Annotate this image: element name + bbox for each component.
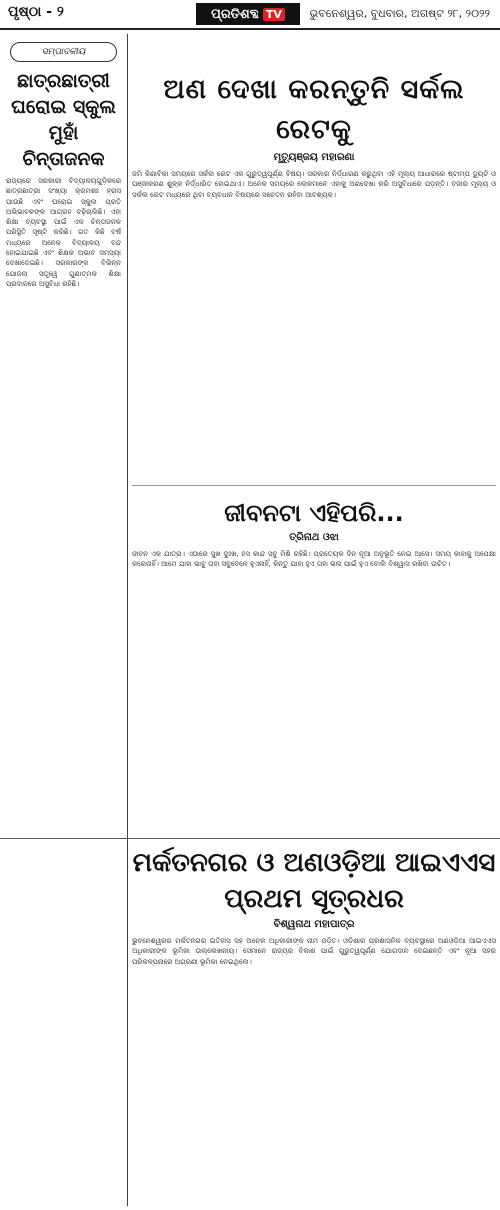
article1-byline: ମୃତ୍ୟୁଞ୍ଜୟ ମହାରଣା [273,152,355,163]
article3-body: ଭୁବନେଶ୍ୱରର ମର୍କତନଗର ଇତିହାସ ସହ ଅନେକ ଅଧିକାରୀଙ୍କ ନାମ ଜଡ଼ିତ। ଓଡ଼ିଶାର ପ୍ରଶାସନିକ ବ୍ୟବସ୍ଥାରେ ଅଣଓଡ଼ିଆ ଆଇଏଏସ ଅଧିକାରୀଙ୍କ ଭୂମିକା ଉଲ୍ଲେଖନୀୟ। ସେମାନେ ରାଜ୍ୟର ବିକାଶ ପାଇଁ ଗୁରୁତ୍ୱପୂର୍ଣ୍ଣ ଯୋଗଦାନ ଦେଇଛନ୍ତି ଏବଂ ନୂଆ ସହର ପରିକଳ୍ପନାରେ ଅଗ୍ରଣୀ ଭୂମିକା ନେଇଥିଲେ। [132,937,496,966]
article3-section [0,838,500,1210]
masthead [0,0,500,30]
article3-byline: ବିଶ୍ୱନାଥ ମହାପାତ୍ର [273,919,355,930]
article1-headline: ଅଣ ଦେଖା କରନ୍ତୁନି ସର୍କଲ ରେଟକୁ [163,74,465,145]
main-content [132,34,496,889]
page-number: ପୃଷ୍ଠା - ୨ [8,4,64,20]
article3-headline: ମର୍କତନଗର ଓ ଅଣଓଡ଼ିଆ ଆଇଏଏସ ପ୍ରଥମ ସୂତ୍ରଧର [132,848,496,914]
article1-body: ଜମି କିଣାବିକା ସମୟରେ ସର୍କଲ ରେଟ ଏକ ଗୁରୁତ୍ୱପୂର୍ଣ୍ଣ ବିଷୟ। ସରକାର ନିର୍ଦ୍ଧାରଣ କରୁଥିବା ଏହି ମୂଲ୍ୟ ଆଧାରରେ ଷ୍ଟାମ୍ପ ଡ୍ୟୁଟି ଓ ପଞ୍ଜୀକରଣ ଶୁଳ୍କ ନିର୍ଦ୍ଧାରିତ ହୋଇଥାଏ। ଅନେକ ସମୟରେ ଲୋକମାନେ ଏହାକୁ ଅଣଦେଖା କରି ଅସୁବିଧାରେ ପଡ଼ନ୍ତି। ବଜାର ମୂଲ୍ୟ ଓ ସର୍କଲ ରେଟ ମଧ୍ୟରେ ଥିବା ବ୍ୟବଧାନ ବିଷୟରେ ସଚେତନ ରହିବା ଆବଶ୍ୟକ। [132,170,496,199]
tv-badge: TV [263,8,285,21]
editorial-badge: ସମ୍ପାଦକୀୟ [10,42,117,62]
article2-byline: ତ୍ରିନାଥ ଓଝା [289,532,339,543]
newspaper-logo[interactable] [196,3,300,25]
article1-columns [132,169,496,479]
divider [132,485,496,486]
editorial-body: ରାଜ୍ୟରେ ସରକାରୀ ବିଦ୍ୟାଳୟଗୁଡ଼ିକରେ ଛାତ୍ରଛାତ୍ରୀ ସଂଖ୍ୟା କ୍ରମଶଃ ହ୍ରାସ ପାଉଛି ଏବଂ ଘରୋଇ ସ୍କୁଲ ପ୍ରତି ଅଭିଭାବକଙ୍କ ଆଗ୍ରହ ବଢ଼ିଚାଲିଛି। ଏହା ଶିକ୍ଷା ବ୍ୟବସ୍ଥା ପାଇଁ ଏକ ଚିନ୍ତାଜନକ ପରିସ୍ଥିତି ସୃଷ୍ଟି କରିଛି। ଗତ କିଛି ବର୍ଷ ମଧ୍ୟରେ ଅନେକ ବିଦ୍ୟାଳୟ ବନ୍ଦ ହୋଇଯାଇଛି ଏବଂ ଶିକ୍ଷକ ଅଭାବ ସମସ୍ୟା ଦେଖାଦେଇଛି। ସରକାରଙ୍କ ବିଭିନ୍ନ ଯୋଜନା ସତ୍ତ୍ୱେ ଗୁଣାତ୍ମକ ଶିକ୍ଷା ପ୍ରଦାନରେ ଅସୁବିଧା ରହିଛି। [6,177,121,288]
article2-body: ଜୀବନ ଏକ ଯାତ୍ରା। ଏଠାରେ ସୁଖ ଦୁଃଖ, ହସ କାନ୍ଦ ସବୁ ମିଶି ରହିଛି। ପ୍ରତ୍ୟେକ ଦିନ ନୂଆ ଅନୁଭୂତି ନେଇ ଆସେ। ସମୟ କାହାକୁ ଅପେକ୍ଷା କରେନାହିଁ। ଆମେ ଯାହା ଭାବୁ ତାହା ସବୁବେଳେ ହୁଏନାହିଁ, କିନ୍ତୁ ଯାହା ହୁଏ ତାହା ଭଲ ପାଇଁ ହୁଏ ବୋଲି ବିଶ୍ୱାସ ରଖିବା ଉଚିତ। [132,550,496,569]
dateline: ଭୁବନେଶ୍ୱର, ବୁଧବାର, ଅଗଷ୍ଟ ୨୮, ୨୦୨୨ [309,7,490,20]
logo-text: ପ୍ରତିଶବ୍ଦ [211,6,259,22]
editorial-title: ଛାତ୍ରଛାତ୍ରୀ ଘରୋଇ ସ୍କୁଲ ମୁହାଁ ଚିନ୍ତାଜନକ [11,70,116,170]
article2-headline: ଜୀବନଟା ଏହିପରି... [224,499,404,527]
article3-columns [132,936,496,1210]
